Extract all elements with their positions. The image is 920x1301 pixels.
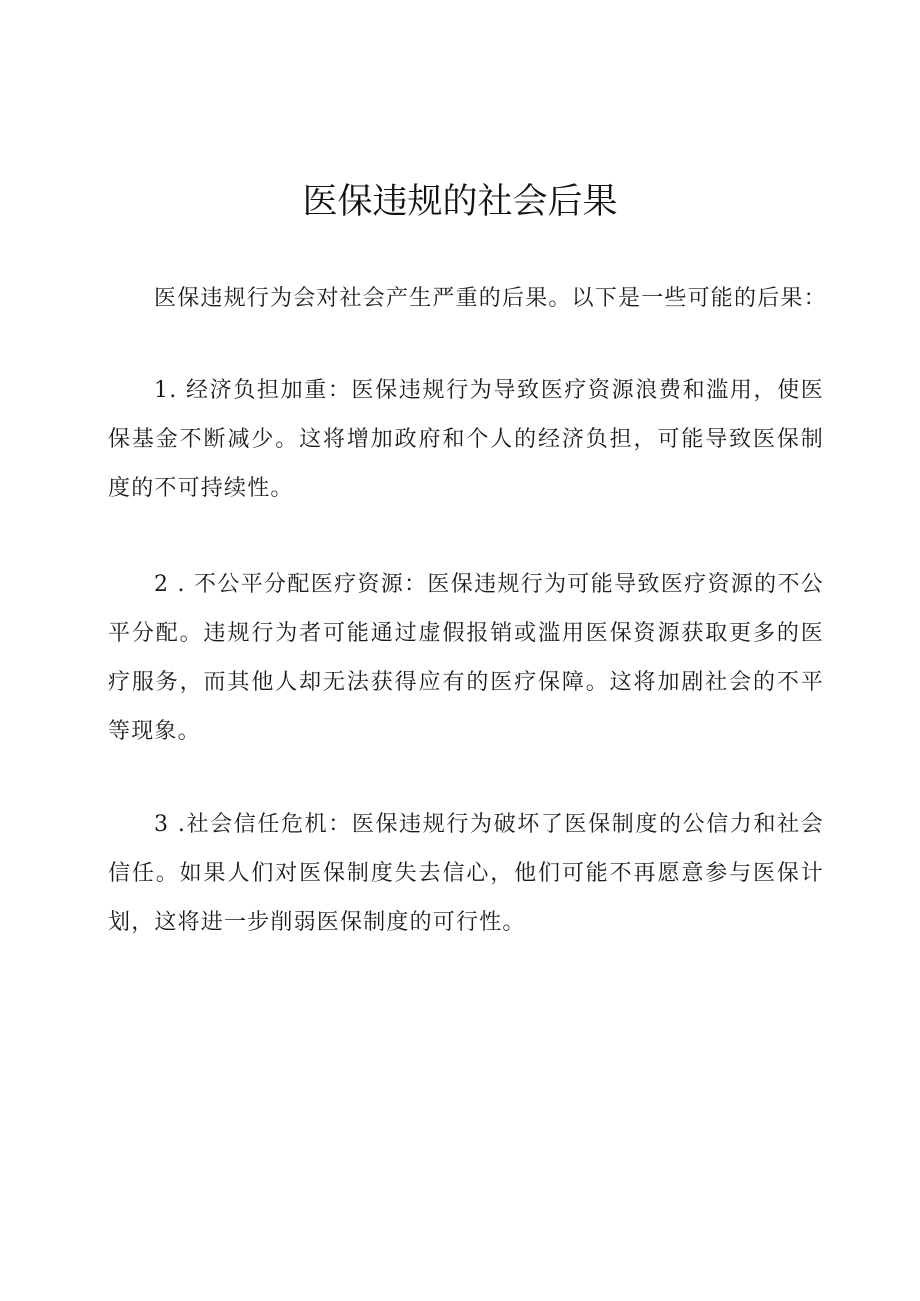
document-title: 医保违规的社会后果: [302, 182, 618, 222]
intro-paragraph: 医保违规行为会对社会产生严重的后果。以下是一些可能的后果：: [154, 286, 827, 311]
consequence-item-3: 3 .社会信任危机：医保违规行为破坏了医保制度的公信力和社会信任。如果人们对医保制度失去信心，他们可能不再愿意参与医保计划，这将进一步削弱医保制度的可行性。: [108, 812, 824, 935]
consequence-item-1: 1. 经济负担加重：医保违规行为导致医疗资源浪费和滥用，使医保基金不断减少。这将增加政府和个人的经济负担，可能导致医保制度的不可持续性。: [108, 378, 824, 501]
consequence-item-2: 2 . 不公平分配医疗资源：医保违规行为可能导致医疗资源的不公平分配。违规行为者可能通过虚假报销或滥用医保资源获取更多的医疗服务，而其他人却无法获得应有的医疗保障。这将加剧社会的不平等现象。: [108, 572, 824, 744]
